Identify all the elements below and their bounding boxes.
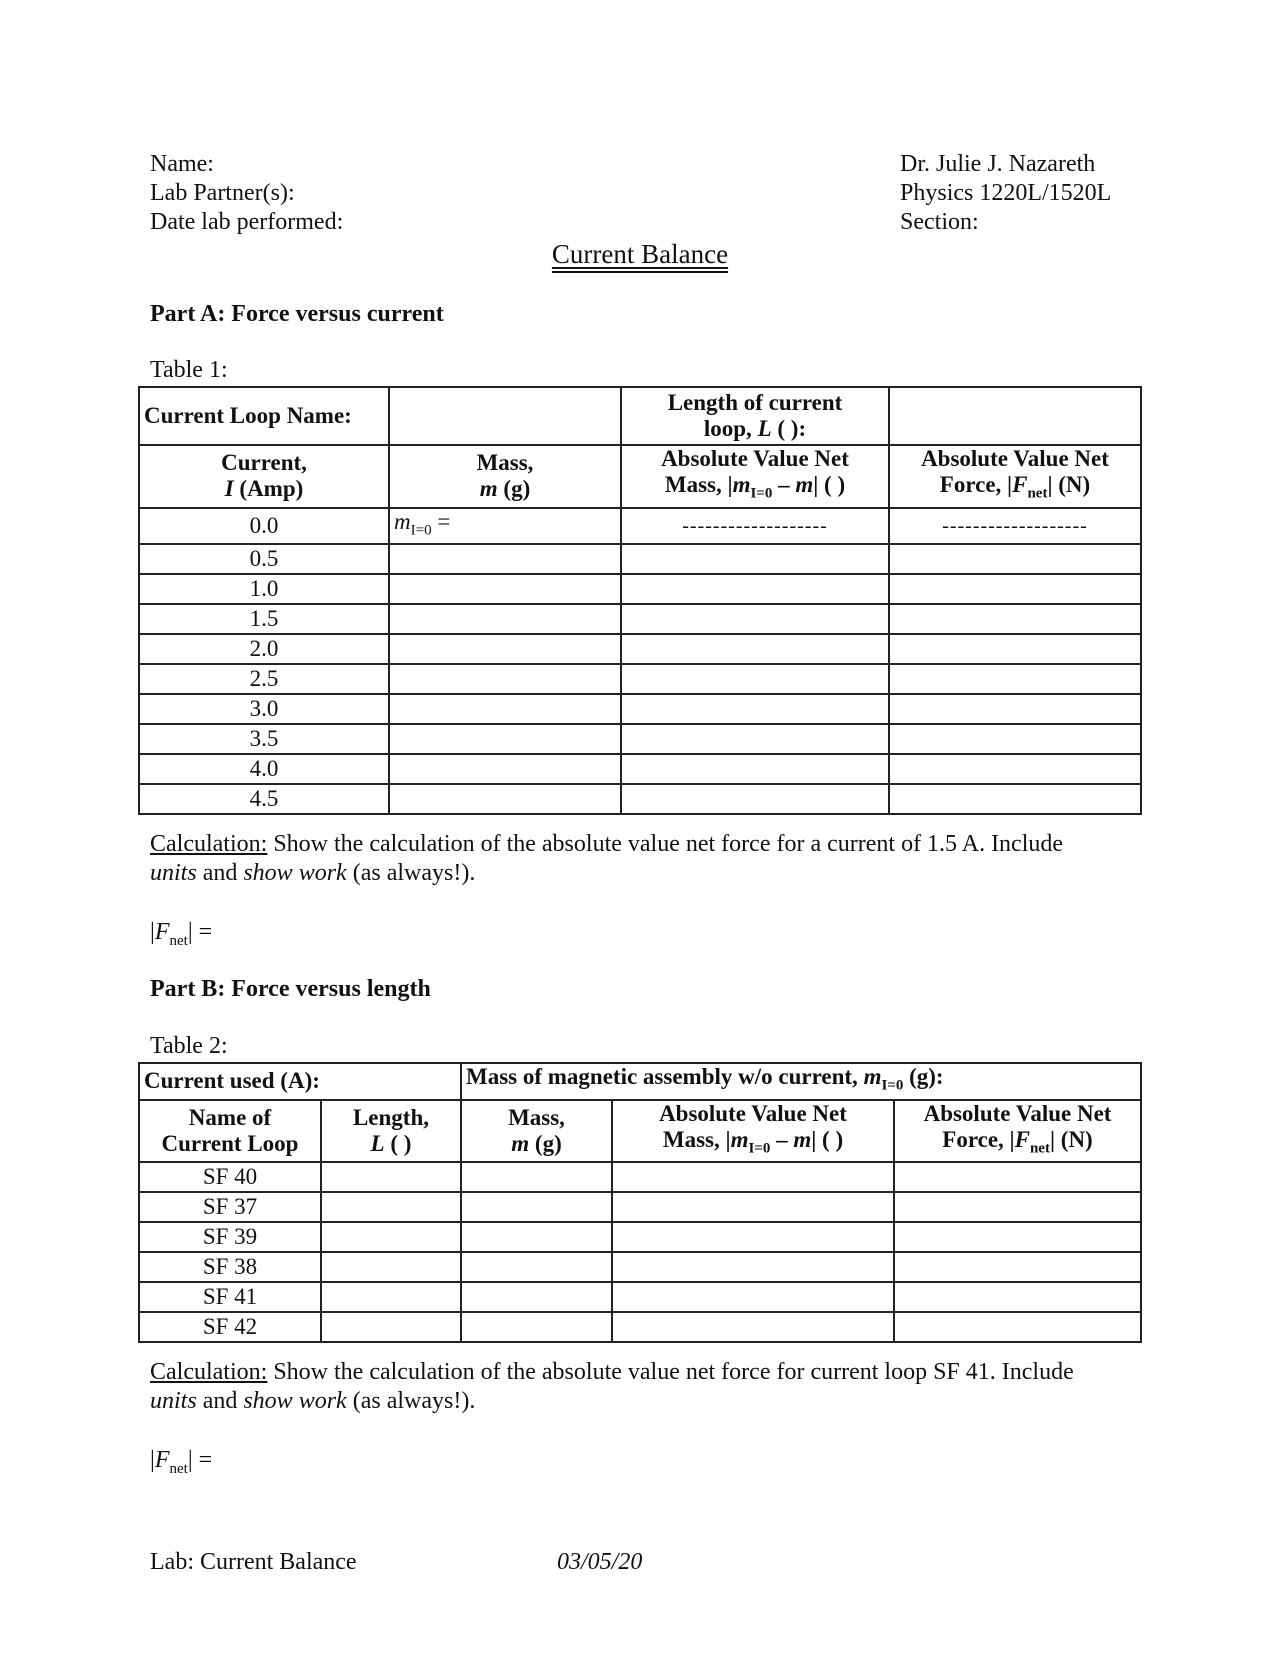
dash-cell: -------------------: [889, 508, 1141, 545]
abs-force-cell[interactable]: [889, 634, 1141, 664]
current-value: 2.5: [139, 664, 389, 694]
loop-name-cell: SF 37: [139, 1192, 321, 1222]
col-mass: Mass, m (g): [389, 445, 621, 508]
mass-cell[interactable]: [389, 784, 621, 814]
length-cell[interactable]: [321, 1192, 461, 1222]
loop-name-label: Current Loop Name:: [139, 387, 389, 445]
abs-mass-cell[interactable]: [621, 634, 889, 664]
abs-force-cell[interactable]: [889, 694, 1141, 724]
loop-name-cell: SF 41: [139, 1282, 321, 1312]
mass-cell[interactable]: [389, 724, 621, 754]
length-cell[interactable]: [321, 1252, 461, 1282]
table-row: [139, 694, 1141, 724]
mass-cell[interactable]: [389, 664, 621, 694]
mass-cell[interactable]: [389, 694, 621, 724]
length-value[interactable]: [889, 387, 1141, 445]
dash-cell: -------------------: [621, 508, 889, 545]
abs-mass-cell[interactable]: [612, 1222, 894, 1252]
part-a-calculation: Calculation: Show the calculation of the absolute value net force for a current of 1.5 A. Include units and show work (as always!).: [150, 831, 1064, 886]
footer-date: 03/05/20: [557, 1549, 643, 1575]
table-row: [139, 1162, 1141, 1192]
abs-force-cell[interactable]: [894, 1192, 1141, 1222]
loop-name-value[interactable]: [389, 387, 621, 445]
mass-cell[interactable]: [461, 1222, 612, 1252]
abs-mass-cell[interactable]: [621, 724, 889, 754]
part-b-heading: Part B: Force versus length: [150, 976, 431, 1002]
mass-cell[interactable]: [461, 1252, 612, 1282]
table-row: [139, 508, 1141, 545]
abs-mass-cell[interactable]: [621, 664, 889, 694]
table-2-label: Table 2:: [150, 1033, 228, 1059]
table-row: [139, 664, 1141, 694]
col-mass-b: Mass, m (g): [461, 1100, 612, 1163]
table-row: [139, 1192, 1141, 1222]
abs-mass-cell[interactable]: [621, 784, 889, 814]
table-1-loop-row: [139, 387, 1141, 445]
current-value: 1.5: [139, 604, 389, 634]
part-b-calculation: Calculation: Show the calculation of the absolute value net force for current loop SF 41. Include units and show work (as always!).: [150, 1359, 1074, 1414]
name-label: Name:: [150, 151, 214, 177]
length-label-line-2: loop, L ( ):: [703, 416, 807, 441]
table-1-body: [139, 508, 1141, 815]
current-value: 2.0: [139, 634, 389, 664]
mass-cell[interactable]: [389, 544, 621, 574]
loop-name-cell: SF 39: [139, 1222, 321, 1252]
mass-assembly-label: Mass of magnetic assembly w/o current, $m_{I=0}$ (g):: [461, 1063, 1141, 1100]
document-title-text: Current Balance: [551, 239, 729, 269]
table-row: [139, 1282, 1141, 1312]
abs-force-cell[interactable]: [894, 1222, 1141, 1252]
current-value: 4.0: [139, 754, 389, 784]
mass-cell[interactable]: [461, 1192, 612, 1222]
col-loop-name: Name of Current Loop: [139, 1100, 321, 1163]
abs-force-cell[interactable]: [889, 604, 1141, 634]
mass-cell[interactable]: [389, 634, 621, 664]
abs-force-cell[interactable]: [889, 784, 1141, 814]
length-label: [621, 387, 889, 445]
abs-force-cell[interactable]: [894, 1282, 1141, 1312]
footer-lab: Lab: Current Balance: [150, 1549, 357, 1575]
abs-force-cell[interactable]: [889, 724, 1141, 754]
header-right: [900, 150, 1111, 237]
table-row: [139, 754, 1141, 784]
abs-force-cell[interactable]: [889, 574, 1141, 604]
current-used-label: Current used (A):: [139, 1063, 461, 1100]
part-b-formula: $|F_{net}|$ =: [150, 1447, 213, 1477]
abs-force-cell[interactable]: [889, 664, 1141, 694]
table-1: [138, 386, 1142, 815]
abs-mass-cell[interactable]: [612, 1252, 894, 1282]
loop-name-cell: SF 42: [139, 1312, 321, 1342]
table-row: [139, 544, 1141, 574]
abs-force-cell[interactable]: [894, 1252, 1141, 1282]
table-2-header-row: [139, 1100, 1141, 1163]
part-a-formula: $|F_{net}|$ =: [150, 919, 213, 949]
current-value: 4.5: [139, 784, 389, 814]
abs-force-cell[interactable]: [889, 544, 1141, 574]
mass-zero-cell[interactable]: $m_{I=0}$ =: [389, 508, 621, 545]
col-current: Current, I (Amp): [139, 445, 389, 508]
table-2-body: [139, 1162, 1141, 1342]
mass-cell[interactable]: [389, 754, 621, 784]
table-row: [139, 1222, 1141, 1252]
table-row: [139, 1252, 1141, 1282]
current-value: 3.0: [139, 694, 389, 724]
loop-name-cell: SF 40: [139, 1162, 321, 1192]
col-abs-net-mass: Absolute Value Net Mass, $|m_{I=0} - m|$ ( ): [621, 445, 889, 508]
abs-mass-cell[interactable]: [612, 1192, 894, 1222]
col-abs-net-force: Absolute Value Net Force, $|F_{net}|$ (N): [889, 445, 1141, 508]
length-cell[interactable]: [321, 1222, 461, 1252]
date-label: Date lab performed:: [150, 209, 344, 235]
abs-force-cell[interactable]: [894, 1312, 1141, 1342]
col-length: Length, L ( ): [321, 1100, 461, 1163]
abs-mass-cell[interactable]: [621, 754, 889, 784]
col-abs-net-mass-b: Absolute Value Net Mass, $|m_{I=0} - m|$ ( ): [612, 1100, 894, 1163]
length-label-line-1: Length of current: [667, 390, 843, 415]
section-label: Section:: [900, 209, 979, 235]
abs-mass-cell[interactable]: [612, 1162, 894, 1192]
abs-mass-cell[interactable]: [621, 694, 889, 724]
length-cell[interactable]: [321, 1312, 461, 1342]
partner-label: Lab Partner(s):: [150, 180, 295, 206]
document-title: [0, 238, 1280, 270]
table-row: [139, 604, 1141, 634]
abs-mass-cell[interactable]: [621, 574, 889, 604]
length-cell[interactable]: [321, 1162, 461, 1192]
current-value: 3.5: [139, 724, 389, 754]
table-2-top-row: [139, 1063, 1141, 1100]
course-name: Physics 1220L/1520L: [900, 180, 1112, 206]
col-abs-net-force-b: Absolute Value Net Force, $|F_{net}|$ (N): [894, 1100, 1141, 1163]
mass-cell[interactable]: [461, 1282, 612, 1312]
table-1-header-row: [139, 445, 1141, 508]
table-row: [139, 784, 1141, 814]
table-2: [138, 1062, 1142, 1343]
table-row: [139, 724, 1141, 754]
mass-cell[interactable]: [461, 1162, 612, 1192]
instructor-name: Dr. Julie J. Nazareth: [900, 151, 1096, 177]
abs-force-cell[interactable]: [894, 1162, 1141, 1192]
loop-name-cell: SF 38: [139, 1252, 321, 1282]
table-row: [139, 574, 1141, 604]
abs-mass-cell[interactable]: [621, 544, 889, 574]
current-value: 1.0: [139, 574, 389, 604]
table-1-label: Table 1:: [150, 357, 228, 383]
length-cell[interactable]: [321, 1282, 461, 1312]
table-row: [139, 1312, 1141, 1342]
abs-mass-cell[interactable]: [612, 1312, 894, 1342]
abs-force-cell[interactable]: [889, 754, 1141, 784]
mass-cell[interactable]: [389, 604, 621, 634]
table-row: [139, 634, 1141, 664]
current-value: 0.0: [139, 508, 389, 545]
header-left: [150, 150, 343, 237]
abs-mass-cell[interactable]: [621, 604, 889, 634]
calc-label-b: Calculation:: [150, 1359, 268, 1385]
mass-cell[interactable]: [461, 1312, 612, 1342]
abs-mass-cell[interactable]: [612, 1282, 894, 1312]
part-a-heading: Part A: Force versus current: [150, 301, 444, 327]
calc-label: Calculation:: [150, 831, 268, 857]
mass-cell[interactable]: [389, 574, 621, 604]
current-value: 0.5: [139, 544, 389, 574]
